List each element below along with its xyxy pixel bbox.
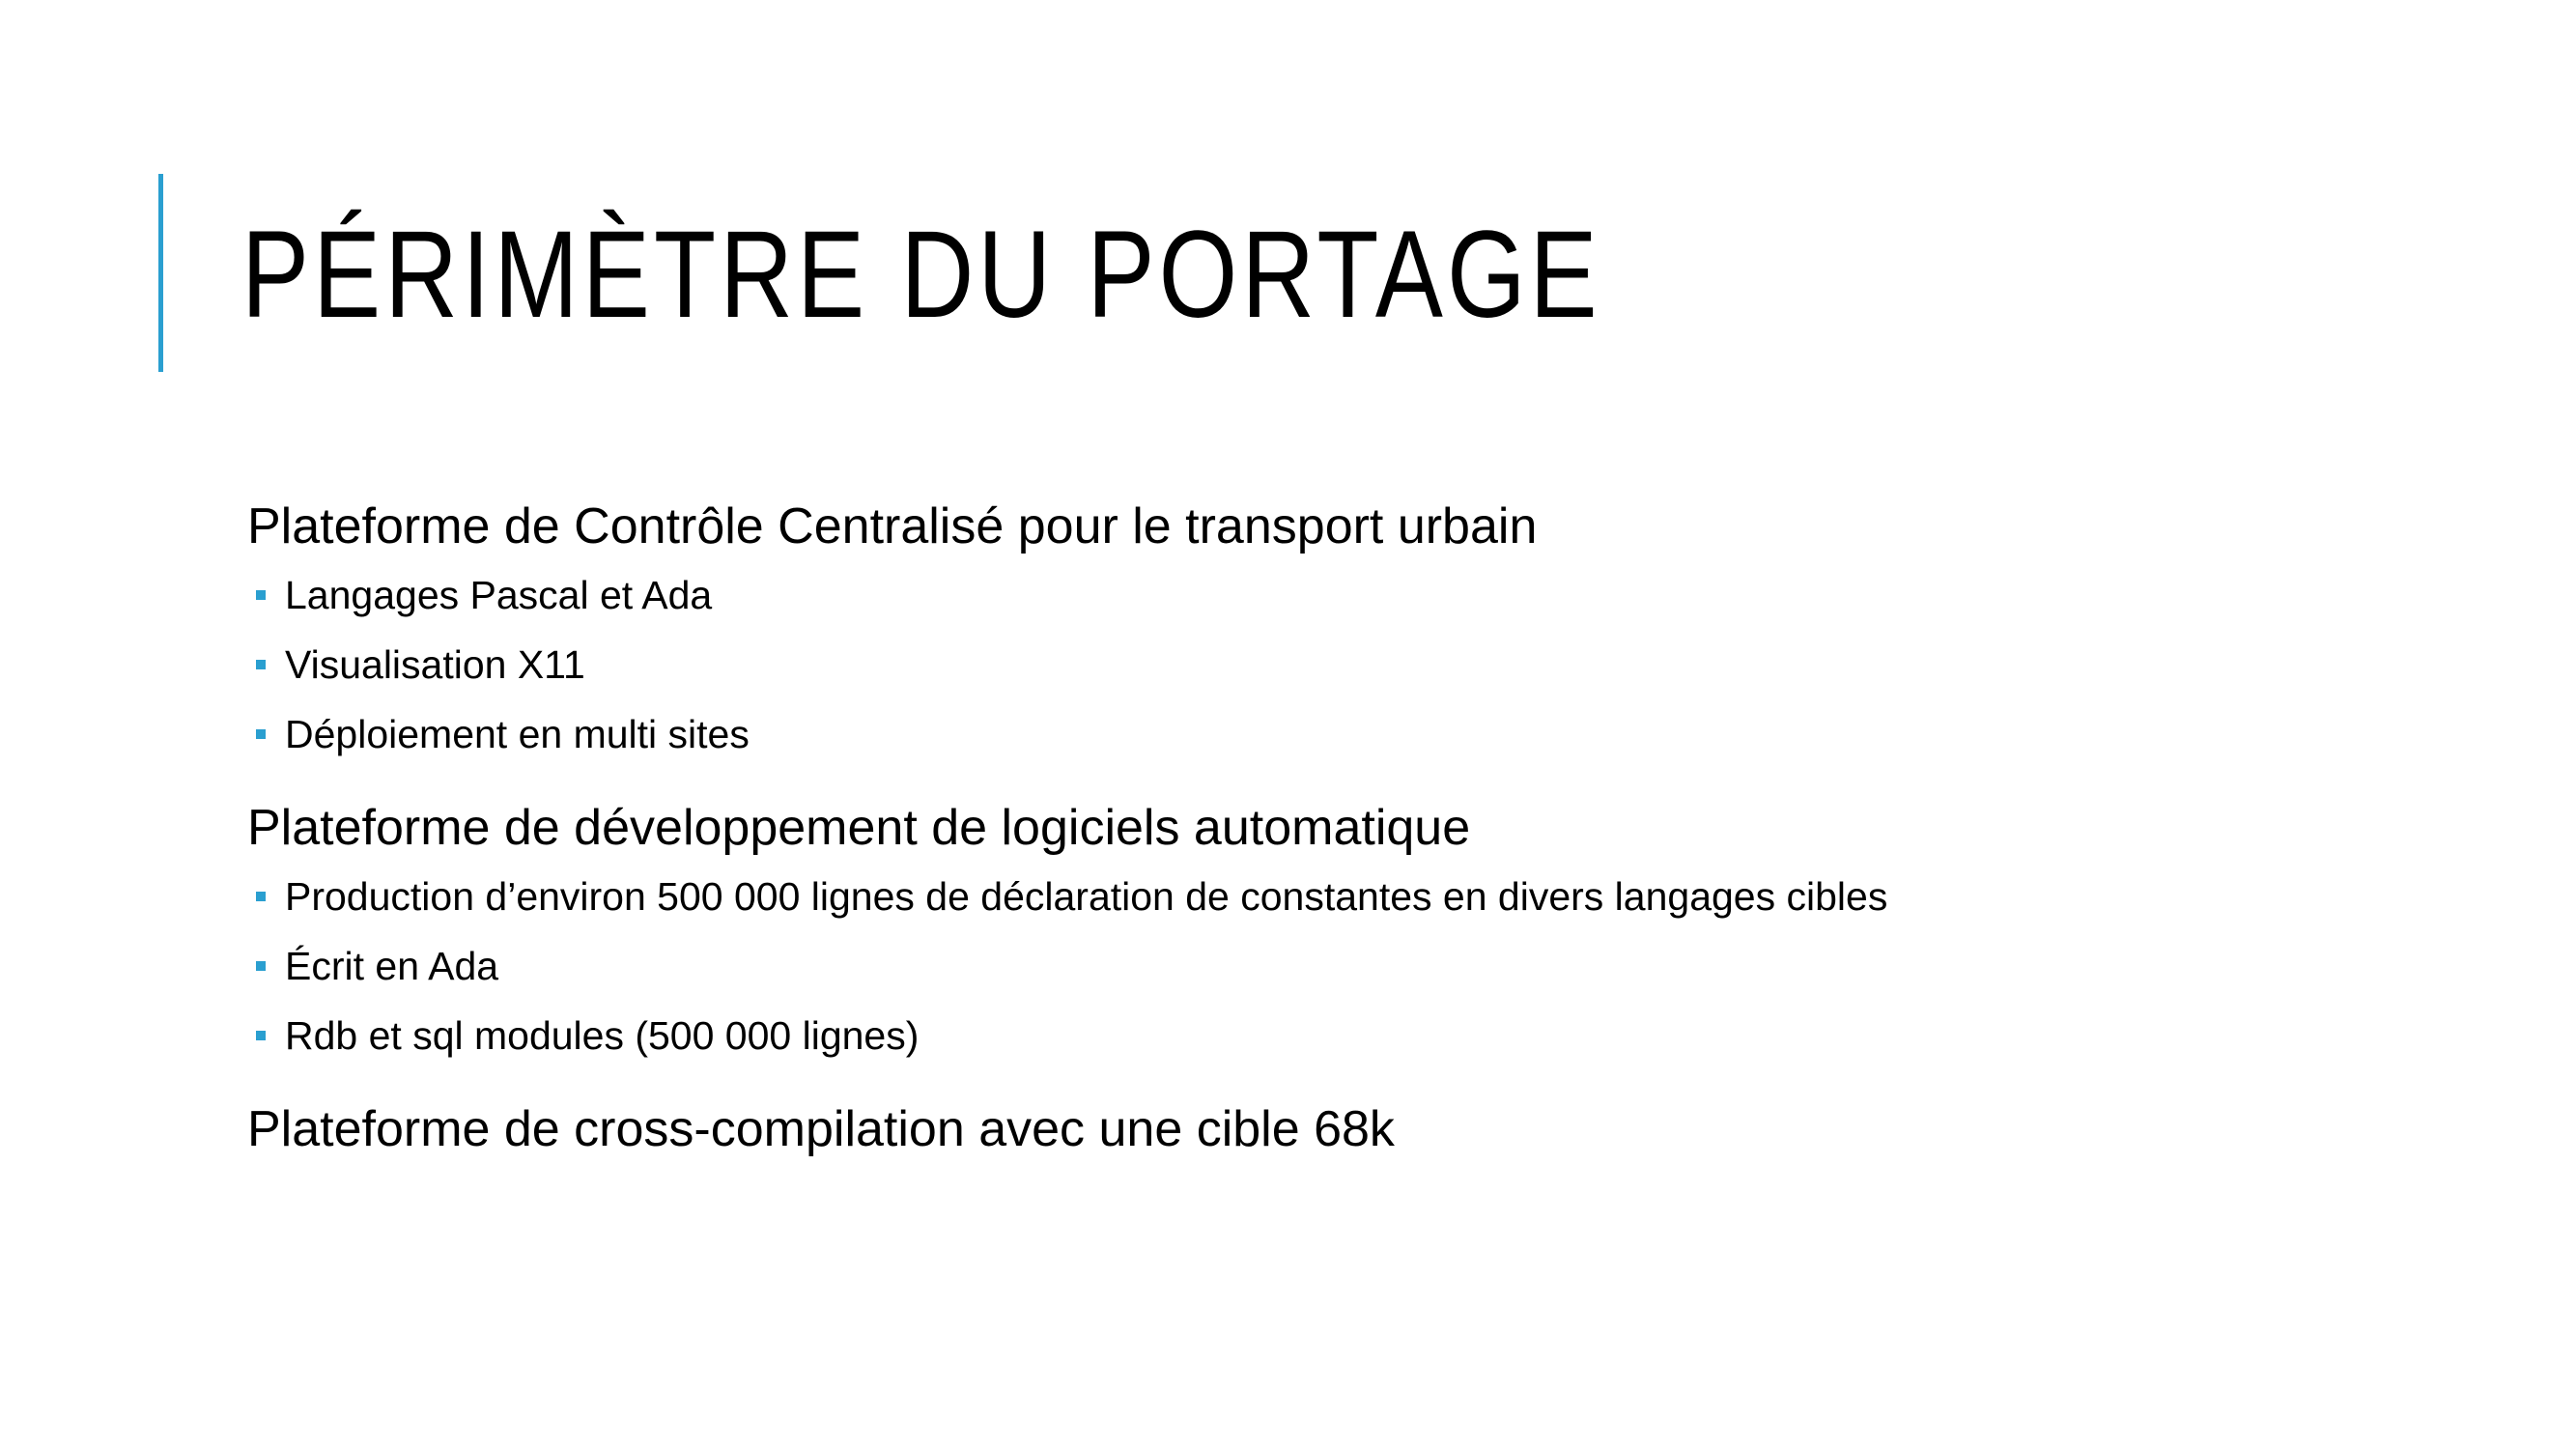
section-cross-compilation — [247, 1095, 2469, 1163]
title-accent-bar — [158, 174, 163, 372]
bullet-list — [247, 560, 2469, 769]
slide-content — [247, 493, 2469, 1188]
bullet-text: Écrit en Ada — [285, 944, 499, 988]
section-heading: Plateforme de Contrôle Centralisé pour le transport urbain — [247, 498, 1538, 554]
square-bullet-icon — [256, 729, 266, 739]
section-controle-centralise — [247, 493, 2469, 769]
bullet-item — [247, 699, 2469, 769]
square-bullet-icon — [256, 892, 266, 901]
bullet-item — [247, 1001, 2469, 1070]
slide-title: PÉRIMÈTRE DU PORTAGE — [241, 206, 1601, 344]
square-bullet-icon — [256, 961, 266, 971]
section-heading: Plateforme de développement de logiciels automatique — [247, 800, 1471, 856]
bullet-item — [247, 862, 2469, 931]
bullet-text: Visualisation X11 — [285, 642, 585, 687]
bullet-text: Rdb et sql modules (500 000 lignes) — [285, 1013, 920, 1058]
bullet-text: Production d’environ 500 000 lignes de déclaration de constantes en divers langages cibles — [285, 874, 1888, 919]
section-developpement-logiciels — [247, 794, 2469, 1070]
section-heading: Plateforme de cross-compilation avec une cible 68k — [247, 1101, 1395, 1157]
bullet-text: Déploiement en multi sites — [285, 712, 750, 756]
bullet-item — [247, 630, 2469, 699]
square-bullet-icon — [256, 590, 266, 600]
square-bullet-icon — [256, 1031, 266, 1040]
bullet-list — [247, 862, 2469, 1070]
bullet-item — [247, 931, 2469, 1001]
bullet-item — [247, 560, 2469, 630]
square-bullet-icon — [256, 660, 266, 669]
bullet-text: Langages Pascal et Ada — [285, 573, 713, 617]
